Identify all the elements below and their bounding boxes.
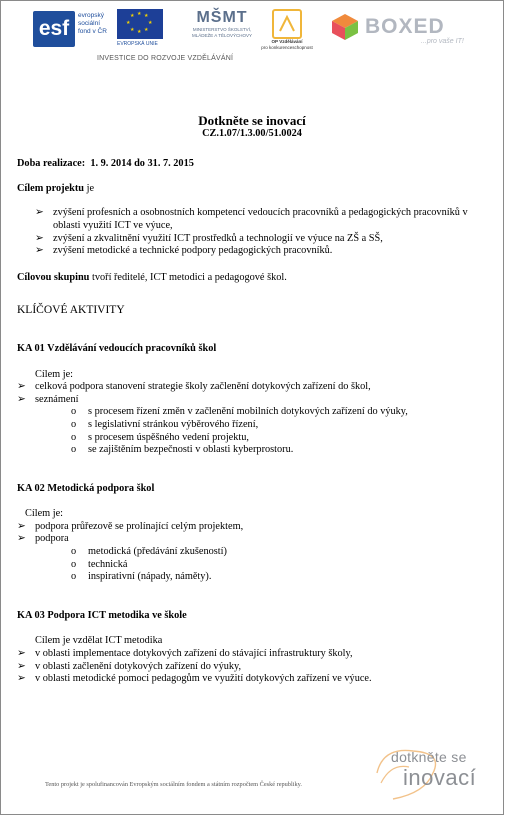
arrow-bullet-icon: ➢ (17, 381, 26, 393)
ka02-list (17, 521, 487, 546)
arrow-bullet-icon: ➢ (35, 232, 44, 244)
list-item: ➢ zvýšení a zkvalitnění využití ICT prostředků a technologií ve výuce na ZŠ a SŠ, (35, 232, 383, 244)
document-body (17, 101, 487, 686)
ka03-list (17, 648, 487, 686)
sublist-item: o se zajištěním bezpečnosti v oblasti kyberprostoru. (71, 444, 294, 456)
ka02-heading: KA 02 Metodická podpora škol (17, 482, 155, 494)
ka01-sublist (17, 406, 487, 456)
sublist-item: o s procesem úspěšného vedení projektu, (71, 431, 249, 443)
list-item: ➢ podpora průřezově se prolínající celým projektem, (17, 520, 244, 532)
cilem-projektu-line: Cílem projektu je (17, 182, 95, 194)
circle-bullet-icon: o (71, 431, 77, 443)
circle-bullet-icon: o (71, 418, 77, 430)
sublist-item: o metodická (předávání zkušeností) (71, 546, 227, 558)
circle-bullet-icon: o (71, 406, 77, 418)
ka02-intro: Cílem je: (25, 508, 64, 520)
msmt-mark: MŠMT (196, 9, 248, 26)
msmt-logo (185, 9, 259, 49)
eu-flag-icon: ★ ★ ★ ★ ★ ★ ★ ★ (117, 9, 163, 39)
eu-flag-logo (117, 9, 169, 49)
arrow-bullet-icon: ➢ (17, 660, 26, 672)
eu-caption: EVROPSKÁ UNIE (117, 41, 158, 47)
logo-band (31, 9, 471, 69)
ka01-list (17, 381, 487, 406)
arrow-bullet-icon: ➢ (17, 520, 26, 532)
sublist-item: o s procesem řízení změn v začlenění mobilních dotykových zařízení do výuky, (71, 406, 408, 418)
arrow-bullet-icon: ➢ (17, 533, 26, 545)
list-item: ➢ podpora (17, 533, 69, 545)
sublist-item: o inspirativní (nápady, náměty). (71, 571, 212, 583)
esf-logo (31, 9, 111, 49)
activities-heading: KLÍČOVÉ AKTIVITY (17, 304, 125, 317)
boxed-tagline: ...pro vaše IT! (421, 38, 464, 45)
brand-line-1: dotkněte se (391, 749, 467, 765)
list-item: ➢ v oblasti začlenění dotykových zařízení do výuky, (17, 660, 242, 672)
boxed-wordmark: BOXED (365, 15, 445, 38)
list-item: ➢ zvýšení metodické a technické podpory pedagogických pracovníků. (35, 245, 333, 257)
op-caption: OP Vzdělávání pro konkurenceschopnost (261, 39, 313, 50)
document-title: Dotkněte se inovací (198, 113, 306, 128)
circle-bullet-icon: o (71, 558, 77, 570)
op-logo-icon (272, 9, 302, 39)
ka01-heading: KA 01 Vzdělávání vedoucích pracovníků škol (17, 342, 217, 354)
arrow-bullet-icon: ➢ (17, 393, 26, 405)
brand-line-2: inovací (403, 765, 477, 790)
doba-realizace: Doba realizace: 1. 9. 2014 do 31. 7. 2015 (17, 158, 194, 170)
sublist-item: o s legislativní stránkou výběrového řízení, (71, 418, 259, 430)
boxed-logo (331, 9, 471, 49)
arrow-bullet-icon: ➢ (35, 207, 44, 219)
arrow-bullet-icon: ➢ (17, 648, 26, 660)
dotknete-se-inovaci-logo (373, 743, 499, 807)
funding-footnote: Tento projekt je spolufinancován Evropským sociálním fondem a státním rozpočtem České republiky. (45, 781, 302, 788)
sublist-item: o technická (71, 558, 128, 570)
circle-bullet-icon: o (71, 546, 77, 558)
esf-text: evropský sociální fond v ČR (78, 12, 107, 35)
esf-mark: esf (33, 11, 75, 47)
list-item: ➢ celková podpora stanovení strategie školy začlenění dotykových zařízení do škol, (17, 381, 371, 393)
circle-bullet-icon: o (71, 571, 77, 583)
ka01-intro: Cílem je: (35, 368, 74, 380)
arrow-bullet-icon: ➢ (17, 673, 26, 685)
list-item: ➢ v oblasti implementace dotykových zařízení do stávající infrastruktury školy, (17, 648, 353, 660)
msmt-caption: MINISTERSTVO ŠKOLSTVÍ, MLÁDEŽE A TĚLOVÝCHOVY (192, 27, 252, 38)
ka03-intro: Cílem je vzdělat ICT metodika (35, 635, 163, 647)
investice-caption: INVESTICE DO ROZVOJE VZDĚLÁVÁNÍ (97, 55, 234, 62)
ka03-heading: KA 03 Podpora ICT metodika ve škole (17, 609, 187, 621)
boxed-cube-icon (331, 13, 359, 41)
circle-bullet-icon: o (71, 444, 77, 456)
arrow-bullet-icon: ➢ (35, 245, 44, 257)
target-group-line: Cílovou skupinu tvoří ředitelé, ICT metodici a pedagogové škol. (17, 271, 287, 283)
list-item: ➢ v oblasti metodické pomoci pedagogům ve využití dotykových zařízení ve výuce. (17, 673, 372, 685)
list-item: ➢ seznámení (17, 393, 79, 405)
op-logo (261, 9, 313, 49)
list-item: ➢ zvýšení profesních a osobnostních kompetencí vedoucích pracovníků a pedagogických pracovníků v oblasti využití ICT ve výuce, (35, 207, 468, 231)
project-code: CZ.1.07/1.3.00/51.0024 (202, 127, 302, 139)
goals-list (35, 207, 487, 257)
ka02-sublist (17, 546, 487, 584)
